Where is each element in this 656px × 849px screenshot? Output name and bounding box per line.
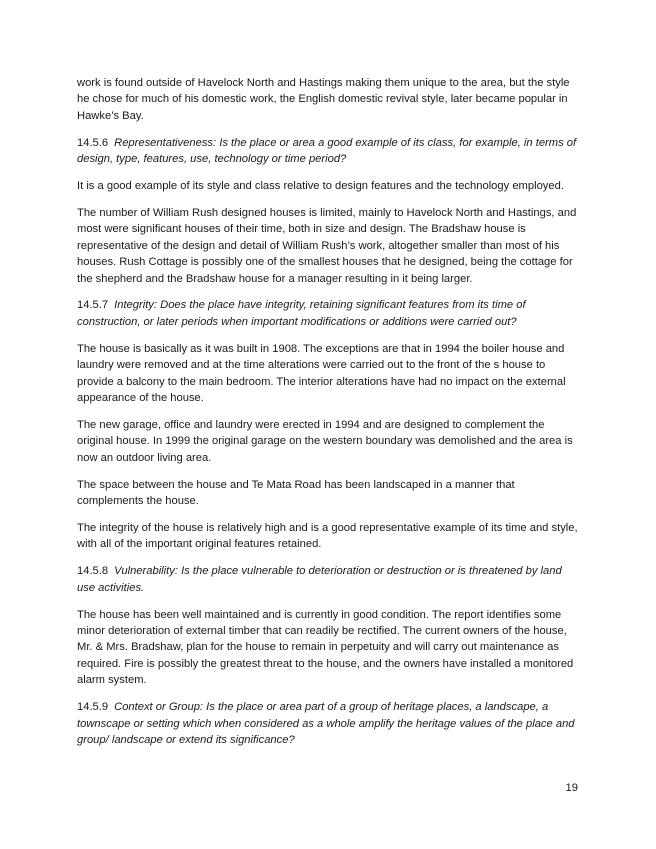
paragraph: The house is basically as it was built in 1908. The exceptions are that in 1994 the boiler house and laundry were removed and at the time alterations were carried out to the front of the s house to provide a balcony to the main bedroom. The interior alterations have had no impact on the external appearance of the house. (77, 342, 566, 404)
section-number: 14.5.8 (77, 565, 109, 578)
paragraph: The house has been well maintained and is currently in good condition. The report identifies some minor deterioration of external timber that can readily be rectified. The current owners of the house, Mr. & Mrs. Bradshaw, plan for the house to remain in perpetuity and will carry out maintenance as required. Fire is possibly the greatest threat to the house, and the owners have installed a monitored alarm system. (77, 608, 574, 687)
section-heading-14-5-6 (77, 135, 580, 168)
section-heading-14-5-7 (77, 297, 580, 330)
paragraph: The space between the house and Te Mata Road has been landscaped in a manner that complements the house. (77, 478, 515, 508)
paragraph: The integrity of the house is relatively high and is a good representative example of its time and style, with all of the important original features retained. (77, 521, 578, 551)
section-question: Vulnerability: Is the place vulnerable to deterioration or destruction or is threatened by land use activities. (77, 565, 562, 594)
section-number: 14.5.6 (77, 136, 109, 149)
section-question: Context or Group: Is the place or area part of a group of heritage places, a landscape, a townscape or setting which when considered as a whole amplify the heritage values of the place and group/ landscape or extend its significance? (77, 701, 575, 746)
paragraph: work is found outside of Havelock North and Hastings making them unique to the area, but the style he chose for much of his domestic work, the English domestic revival style, later became popular in Hawke’s Bay. (77, 77, 570, 122)
section-number: 14.5.7 (77, 299, 109, 312)
section-heading-14-5-9 (77, 699, 580, 748)
section-number: 14.5.9 (77, 701, 109, 714)
section-heading-14-5-8 (77, 563, 580, 596)
paragraph: It is a good example of its style and class relative to design features and the technology employed. (77, 180, 564, 193)
page-number: 19 (565, 782, 578, 794)
paragraph: The number of William Rush designed houses is limited, mainly to Havelock North and Hastings, and most were significant houses of their time, both in size and design. The Bradshaw house is representative of the design and detail of William Rush’s work, altogether smaller than most of his houses. Rush Cottage is possibly one of the smallest houses that he designed, being the cottage for the shepherd and the Bradshaw house for a manager resulting in it being larger. (77, 206, 577, 285)
document-body (77, 75, 580, 759)
paragraph: The new garage, office and laundry were erected in 1994 and are designed to complement the original house. In 1999 the original garage on the western boundary was demolished and the area is now an outdoor living area. (77, 418, 573, 464)
section-question: Representativeness: Is the place or area a good example of its class, for example, in terms of design, type, features, use, technology or time period? (77, 136, 577, 166)
section-question: Integrity: Does the place have integrity, retaining significant features from its time of construction, or later periods when important modifications or additions were carried out? (77, 299, 526, 328)
